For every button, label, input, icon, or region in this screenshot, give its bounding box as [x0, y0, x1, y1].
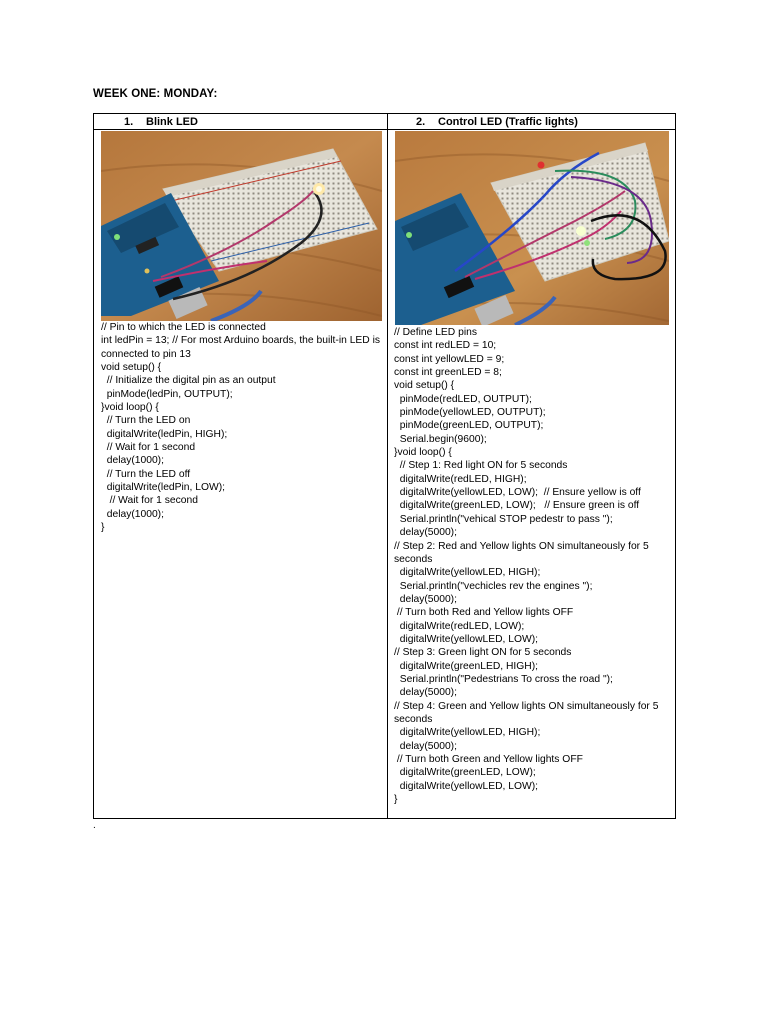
code-line: delay(1000);: [101, 455, 164, 467]
code-line: digitalWrite(yellowLED, LOW);: [394, 633, 539, 645]
code-line: // Step 1: Red light ON for 5 seconds: [394, 460, 568, 472]
code-line: delay(5000);: [394, 740, 457, 752]
column-1-body: [94, 130, 388, 819]
column-2-code: [388, 326, 675, 806]
code-line: digitalWrite(yellowLED, LOW);: [394, 780, 539, 792]
code-line: const int greenLED = 8;: [394, 367, 502, 379]
lesson-table: [93, 113, 676, 819]
code-line: // Step 2: Red and Yellow lights ON simultaneously for 5 seconds: [394, 540, 652, 565]
code-line: // Turn the LED on: [101, 415, 191, 427]
code-line: pinMode(ledPin, OUTPUT);: [101, 388, 233, 400]
code-line: // Pin to which the LED is connected: [101, 322, 266, 333]
code-line: void setup() {: [101, 362, 162, 374]
column-2-number: 2.: [416, 115, 426, 128]
column-2-body: [388, 130, 676, 819]
table-header-row: [94, 114, 676, 130]
column-1-title: Blink LED: [146, 115, 198, 128]
code-line: pinMode(greenLED, OUTPUT);: [394, 420, 544, 432]
code-line: }: [394, 794, 398, 806]
code-line: // Step 4: Green and Yellow lights ON simultaneously for 5 seconds: [394, 700, 662, 725]
code-line: delay(5000);: [394, 527, 457, 539]
code-line: const int yellowLED = 9;: [394, 353, 505, 365]
code-line: delay(1000);: [101, 508, 164, 520]
code-line: // Initialize the digital pin as an output: [101, 375, 276, 387]
page-heading: WEEK ONE: MONDAY:: [93, 88, 218, 100]
code-line: delay(5000);: [394, 593, 457, 605]
code-line: }void loop() {: [101, 402, 159, 414]
code-line: }void loop() {: [394, 447, 452, 459]
code-line: const int redLED = 10;: [394, 340, 497, 352]
arduino-traffic-light-photo: [395, 131, 669, 325]
code-line: digitalWrite(redLED, HIGH);: [394, 473, 527, 485]
code-line: // Turn both Red and Yellow lights OFF: [394, 607, 574, 619]
arduino-breadboard-photo: [101, 131, 382, 321]
code-line: void setup() {: [394, 380, 455, 392]
code-line: pinMode(yellowLED, OUTPUT);: [394, 407, 546, 419]
column-1-header: [94, 114, 388, 130]
column-1-code: [94, 321, 387, 535]
code-line: digitalWrite(ledPin, LOW);: [101, 482, 225, 494]
column-2-header: [388, 114, 676, 130]
code-line: digitalWrite(redLED, LOW);: [394, 620, 525, 632]
code-line: // Turn the LED off: [101, 468, 191, 480]
code-line: digitalWrite(greenLED, LOW); // Ensure green is off: [394, 500, 640, 512]
code-line: // Step 3: Green light ON for 5 seconds: [394, 647, 572, 659]
code-line: pinMode(redLED, OUTPUT);: [394, 393, 532, 405]
code-line: digitalWrite(yellowLED, LOW); // Ensure yellow is off: [394, 487, 641, 499]
code-line: }: [101, 522, 105, 534]
code-line: digitalWrite(greenLED, LOW);: [394, 767, 536, 779]
code-line: // Turn both Green and Yellow lights OFF: [394, 754, 583, 765]
code-line: Serial.println("vechicles rev the engines ");: [394, 580, 593, 592]
code-line: // Wait for 1 second: [101, 495, 198, 507]
trailing-mark: .: [93, 820, 96, 831]
column-1-number: 1.: [124, 115, 134, 128]
code-line: digitalWrite(greenLED, HIGH);: [394, 660, 539, 672]
code-line: digitalWrite(ledPin, HIGH);: [101, 428, 228, 440]
code-line: Serial.println("vehical STOP pedestr to pass ");: [394, 513, 613, 525]
code-line: delay(5000);: [394, 687, 457, 699]
code-line: digitalWrite(yellowLED, HIGH);: [394, 727, 541, 739]
column-2-title: Control LED (Traffic lights): [438, 115, 578, 128]
code-line: Serial.println("Pedestrians To cross the road ");: [394, 673, 613, 685]
code-line: // Wait for 1 second: [101, 442, 196, 454]
code-line: int ledPin = 13; // For most Arduino boards, the built-in LED is connected to pin 13: [101, 335, 383, 360]
code-line: digitalWrite(yellowLED, HIGH);: [394, 567, 541, 579]
table-body-row: [94, 130, 676, 819]
code-line: // Define LED pins: [394, 327, 477, 338]
code-line: Serial.begin(9600);: [394, 433, 487, 445]
